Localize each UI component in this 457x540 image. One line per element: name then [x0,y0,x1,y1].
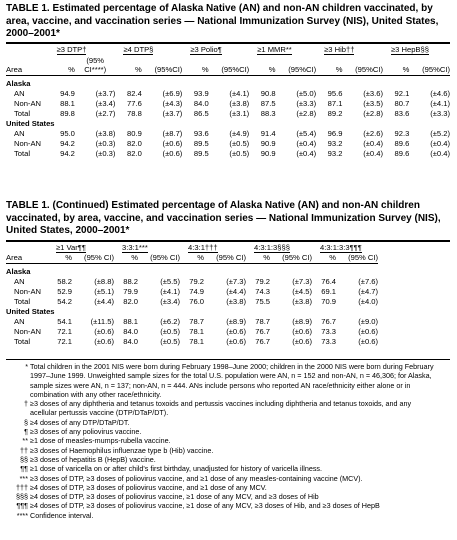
section-header [6,267,378,277]
ci-cell: (±4.3) [162,98,183,108]
footnote-text: ≥1 dose of measles-mumps-rubella vaccine. [30,436,171,446]
pct-cell: 89.6 [394,138,410,148]
table2-bottom-rule [6,359,450,360]
ci-cell: (±4.0) [358,296,379,306]
pct-cell: 89.5 [193,148,209,158]
ci-cell: (±2.8) [296,108,317,118]
pct-cell: 94.2 [60,148,75,158]
pct-cell: 54.1 [57,316,72,326]
row-label: Non-AN [14,98,42,108]
pct-cell: 90.8 [260,88,276,98]
pct-cell: 78.1 [189,336,205,346]
pct-cell: 82.0 [127,148,142,158]
ci-cell: (±3.8) [292,296,313,306]
ci-cell: (±6.2) [160,316,181,326]
table-row [6,109,450,119]
ci-cell: (±3.4) [160,296,181,306]
ci-header: (95%CI) [422,65,450,74]
ci-header: (95% CI) [348,253,379,262]
ci-cell: (±2.8) [363,108,383,118]
pct-cell: 89.2 [327,108,343,118]
col-hepb3: ≥3 HepB§§ [390,45,429,54]
ci-cell: (±8.9) [226,316,247,326]
row-label: Non-AN [14,286,42,296]
section-name: United States [6,118,55,128]
pct-cell: 84.0 [123,326,139,336]
table-row [6,317,378,327]
ci-cell: (±0.4) [363,148,383,158]
pct-cell: 93.9 [193,88,209,98]
ci-cell: (±3.1) [229,108,250,118]
ci-cell: (±0.5) [160,336,181,346]
ci-cell: (±0.6) [358,326,379,336]
ci-cell: (±0.4) [363,138,383,148]
table2-sub-header [6,253,378,264]
table-row [6,149,450,159]
ci-cell: (±7.3) [292,276,313,286]
footnote-text: ≥4 doses of DTP, ≥3 doses of poliovirus vaccine, and ≥1 dose of any MCV. [30,482,267,492]
pct-cell: 88.3 [260,108,276,118]
ci-header: (95%CI) [154,65,183,74]
row-label: Total [14,108,31,118]
footnote-text: ≥3 doses of DTP, ≥3 doses of poliovirus vaccine, and ≥1 dose of any measles-containing vaccine (MCV). [30,473,363,483]
ci-cell: (±8.7) [162,128,183,138]
ci-cell: (±9.0) [358,316,379,326]
table2-top-rule [6,240,450,242]
footnote [14,464,450,473]
footnote-text: Total children in the 2001 NIS were born during February 1998–June 2000; children in the 2000 NIS were born during February 1997–June 1999. Unweighted sample sizes for the total U.S. population were AN, n = 152 and non-AN, n = 46,306; for Alaska, sample sizes were AN, n = 137; non-AN, n = 444. ANs include persons who reported AN race/ethnicity either alone or in combination with any other race/ethnicity. [30,362,434,399]
ci-cell: (±4.7) [358,286,379,296]
footnote [14,501,450,510]
footnote-mark: †† [20,445,28,455]
pct-cell: 76.0 [189,296,205,306]
pct-cell: 78.1 [189,326,205,336]
pct-cell: 58.2 [57,276,72,286]
section-name: Alaska [6,266,31,276]
ci-cell: (±4.4) [226,286,247,296]
row-label: AN [14,316,25,326]
footnote [14,474,450,483]
footnote-mark: ¶ [24,427,28,437]
pct-cell: 79.2 [255,276,271,286]
pct-cell: 87.5 [260,98,276,108]
col-dtp4: ≥4 DTP§ [123,45,154,54]
pct-cell: 78.8 [127,108,142,118]
row-label: AN [14,276,25,286]
pct-cell: 76.7 [255,326,271,336]
col-431: 4:3:1††† [188,243,218,252]
ci-cell: (±3.5) [363,98,383,108]
footnote-text: ≥4 doses of any DTP/DTaP/DT. [30,417,130,427]
pct-cell: 69.1 [321,286,337,296]
pct-cell: 94.9 [60,88,75,98]
col-hib3: ≥3 Hib†† [324,45,355,54]
pct-header: % [65,253,72,262]
pct-cell: 94.2 [60,138,75,148]
pct-cell: 80.9 [127,128,142,138]
footnote [14,483,450,492]
ci-header: (95% CI) [282,253,313,262]
table-row [6,287,378,297]
pct-cell: 72.1 [57,336,72,346]
pct-cell: 78.7 [255,316,271,326]
footnote-text: ≥4 doses of DTP, ≥3 doses of poliovirus vaccine, ≥1 dose of any MCV, ≥3 doses of Hib, and ≥3 doses of HepB [30,501,380,511]
footnote-mark: ¶¶ [20,464,28,474]
section-name: United States [6,306,55,316]
pct-cell: 88.1 [60,98,75,108]
table2 [6,243,378,347]
pct-cell: 91.4 [260,128,276,138]
ci-cell: (±0.6) [292,336,313,346]
pct-cell: 73.3 [321,336,337,346]
ci-cell: (±3.8) [226,296,247,306]
footnote-mark: § [24,417,28,427]
ci-header: (95% CI) [216,253,247,262]
section-header [6,307,378,317]
table-row [6,277,378,287]
ci-cell: (±3.3) [430,108,450,118]
row-label: Total [14,336,31,346]
ci-cell: (±8.8) [94,276,115,286]
ci-cell: (±0.4) [296,138,317,148]
ci-cell: (±0.6) [162,148,183,158]
pct-cell: 82.4 [127,88,142,98]
pct-cell: 80.7 [394,98,410,108]
ci-cell: (±4.6) [430,88,450,98]
ci-cell: (±5.4) [296,128,317,138]
pct-cell: 83.6 [394,108,410,118]
footnote-mark: * [25,362,28,371]
ci-header: (95% CI) [150,253,181,262]
table-row [6,297,378,307]
pct-cell: 79.2 [189,276,205,286]
pct-cell: 72.1 [57,326,72,336]
footnote-mark: §§§ [16,492,28,502]
table-row [6,89,450,99]
pct-cell: 74.3 [255,286,271,296]
pct-header: % [201,65,209,74]
pct-cell: 93.2 [327,138,343,148]
ci-cell: (±2.7) [95,108,116,118]
footnote [14,446,450,455]
col-mmr1: ≥1 MMR** [257,45,292,54]
footnote-text: Confidence interval. [30,510,94,520]
footnotes [14,362,450,520]
pct-cell: 95.6 [327,88,343,98]
ci-cell: (±3.7) [95,88,116,98]
pct-cell: 52.9 [57,286,72,296]
ci-cell: (±0.6) [162,138,183,148]
footnote-mark: **** [16,510,28,520]
ci-cell: (±3.3) [296,98,317,108]
pct-cell: 77.6 [127,98,142,108]
ci-cell: (±6.9) [162,88,183,98]
ci-cell: (±0.4) [430,148,450,158]
table1-group-header [6,45,450,55]
pct-header: % [402,65,410,74]
ci-cell: (±5.5) [160,276,181,286]
ci-cell: (±0.6) [292,326,313,336]
table-row [6,337,378,347]
ci-cell: (±4.9) [229,128,250,138]
ci-cell: (±0.6) [358,336,379,346]
section-header [6,79,450,89]
footnote [14,492,450,501]
ci-cell: (±0.6) [94,326,115,336]
footnote-text: ≥3 doses of Haemophilus influenzae type b (Hib) vaccine. [30,445,214,455]
ci-cell: (±2.6) [363,128,383,138]
footnote-mark: *** [19,473,28,483]
table-row [6,139,450,149]
ci-cell: (±4.1) [160,286,181,296]
footnote [14,418,450,427]
footnote-mark: ¶¶¶ [16,501,28,511]
table-row [6,327,378,337]
footnote-mark: §§ [20,454,28,464]
area-header: Area [6,253,23,262]
footnote-text: ≥4 doses of DTP, ≥3 doses of poliovirus vaccine, ≥1 dose of any MCV, and ≥3 doses of Hib [30,492,319,502]
ci-header: (95%CI) [288,65,317,74]
pct-header: % [329,253,337,262]
pct-cell: 90.9 [260,138,276,148]
pct-cell: 93.6 [193,128,209,138]
footnote [14,399,450,418]
ci-cell: (±0.3) [95,148,116,158]
pct-cell: 82.0 [123,296,139,306]
pct-header: % [135,65,142,74]
ci-cell: (±5.2) [430,128,450,138]
footnote-mark: ** [22,436,28,446]
section-name: Alaska [6,78,31,88]
row-label: Non-AN [14,138,42,148]
pct-cell: 88.2 [123,276,139,286]
table-row [6,99,450,109]
pct-header: % [263,253,271,262]
footnote-text: ≥3 doses of any poliovirus vaccine. [30,427,142,437]
ci-cell: (±0.6) [226,326,247,336]
ci-cell: (±0.5) [229,138,250,148]
table1 [6,45,450,159]
table1-top-rule [6,42,450,44]
ci-cell: (±5.0) [296,88,317,98]
pct-cell: 96.9 [327,128,343,138]
pct-cell: 75.5 [255,296,271,306]
row-label: AN [14,88,25,98]
col-43133: 4:3:1:3:3¶¶¶ [320,243,362,252]
pct-cell: 89.8 [60,108,75,118]
ci-cell: (±0.5) [229,148,250,158]
pct-header: % [68,65,75,74]
footnote-text: ≥3 doses of hepatitis B (HepB) vaccine. [30,454,156,464]
pct-cell: 87.1 [327,98,343,108]
ci-cell: (±0.6) [94,336,115,346]
col-var1: ≥1 Var¶¶ [56,243,86,252]
row-label: Total [14,148,31,158]
ci-header: (95% CI****) [84,56,107,74]
col-dtp3: ≥3 DTP† [56,45,87,54]
ci-cell: (±4.4) [94,296,115,306]
ci-cell: (±3.8) [95,128,116,138]
pct-header: % [335,65,343,74]
section-header [6,119,450,129]
pct-cell: 70.9 [321,296,337,306]
ci-header: (95%CI) [221,65,250,74]
table2-title: TABLE 1. (Continued) Estimated percentage of Alaska Native (AN) and non-AN children vaccinated, by area, vaccine, and vaccination series — National Immunization Survey (NIS), United States, 2000–2001* [6,200,441,236]
ci-header: (95% CI) [84,253,115,262]
pct-cell: 73.3 [321,326,337,336]
pct-cell: 84.0 [193,98,209,108]
pct-cell: 74.9 [189,286,205,296]
footnote [14,362,450,399]
pct-cell: 76.7 [255,336,271,346]
ci-cell: (±0.4) [430,138,450,148]
ci-cell: (±4.1) [430,98,450,108]
ci-cell: (±7.6) [358,276,379,286]
pct-cell: 78.7 [189,316,205,326]
footnote [14,436,450,445]
ci-cell: (±0.3) [95,138,116,148]
footnote [14,455,450,464]
ci-cell: (±3.7) [162,108,183,118]
pct-cell: 84.0 [123,336,139,346]
pct-cell: 54.2 [57,296,72,306]
ci-cell: (±4.5) [292,286,313,296]
pct-cell: 89.5 [193,138,209,148]
area-header: Area [6,65,23,74]
ci-cell: (±11.5) [90,316,115,326]
ci-cell: (±4.1) [229,88,250,98]
pct-header: % [268,65,276,74]
col-331: 3:3:1*** [122,243,148,252]
ci-cell: (±5.1) [94,286,115,296]
pct-cell: 82.0 [127,138,142,148]
footnote-text: ≥3 doses of any diphtheria and tetanus toxoids and pertussis vaccines including diphtheria and tetanus toxoids, and any acellular pertussis vaccine (DTP/DTaP/DT). [30,399,412,418]
ci-cell: (±0.6) [226,336,247,346]
pct-cell: 93.2 [327,148,343,158]
footnote-mark: † [24,399,28,409]
table2-group-header [6,243,378,253]
pct-header: % [131,253,139,262]
ci-cell: (±3.4) [95,98,116,108]
pct-cell: 76.7 [321,316,337,326]
ci-header: (95%CI) [355,65,383,74]
pct-cell: 88.1 [123,316,139,326]
row-label: AN [14,128,25,138]
footnote-mark: ††† [16,482,28,492]
footnote-text: ≥1 dose of varicella on or after child's first birthday, unadjusted for history of varicella illness. [30,464,323,474]
pct-header: % [197,253,205,262]
pct-cell: 76.4 [321,276,337,286]
row-label: Total [14,296,31,306]
pct-cell: 92.3 [394,128,410,138]
table1-title: TABLE 1. Estimated percentage of Alaska Native (AN) and non-AN children vaccinated, by area, vaccine, and vaccination series — National Immunization Survey (NIS), United States, 2000–2001* [6,3,439,39]
pct-cell: 92.1 [394,88,410,98]
footnote [14,427,450,436]
pct-cell: 79.9 [123,286,139,296]
col-4313: 4:3:1:3§§§ [254,243,290,252]
row-label: Non-AN [14,326,42,336]
ci-cell: (±0.5) [160,326,181,336]
ci-cell: (±3.8) [229,98,250,108]
pct-cell: 86.5 [193,108,209,118]
table1-sub-header [6,55,450,76]
ci-cell: (±8.9) [292,316,313,326]
ci-cell: (±7.3) [226,276,247,286]
table-row [6,129,450,139]
pct-cell: 90.9 [260,148,276,158]
pct-cell: 89.6 [394,148,410,158]
col-polio3: ≥3 Polio¶ [190,45,222,54]
ci-cell: (±0.4) [296,148,317,158]
ci-cell: (±3.6) [363,88,383,98]
pct-cell: 95.0 [60,128,75,138]
footnote [14,511,450,520]
